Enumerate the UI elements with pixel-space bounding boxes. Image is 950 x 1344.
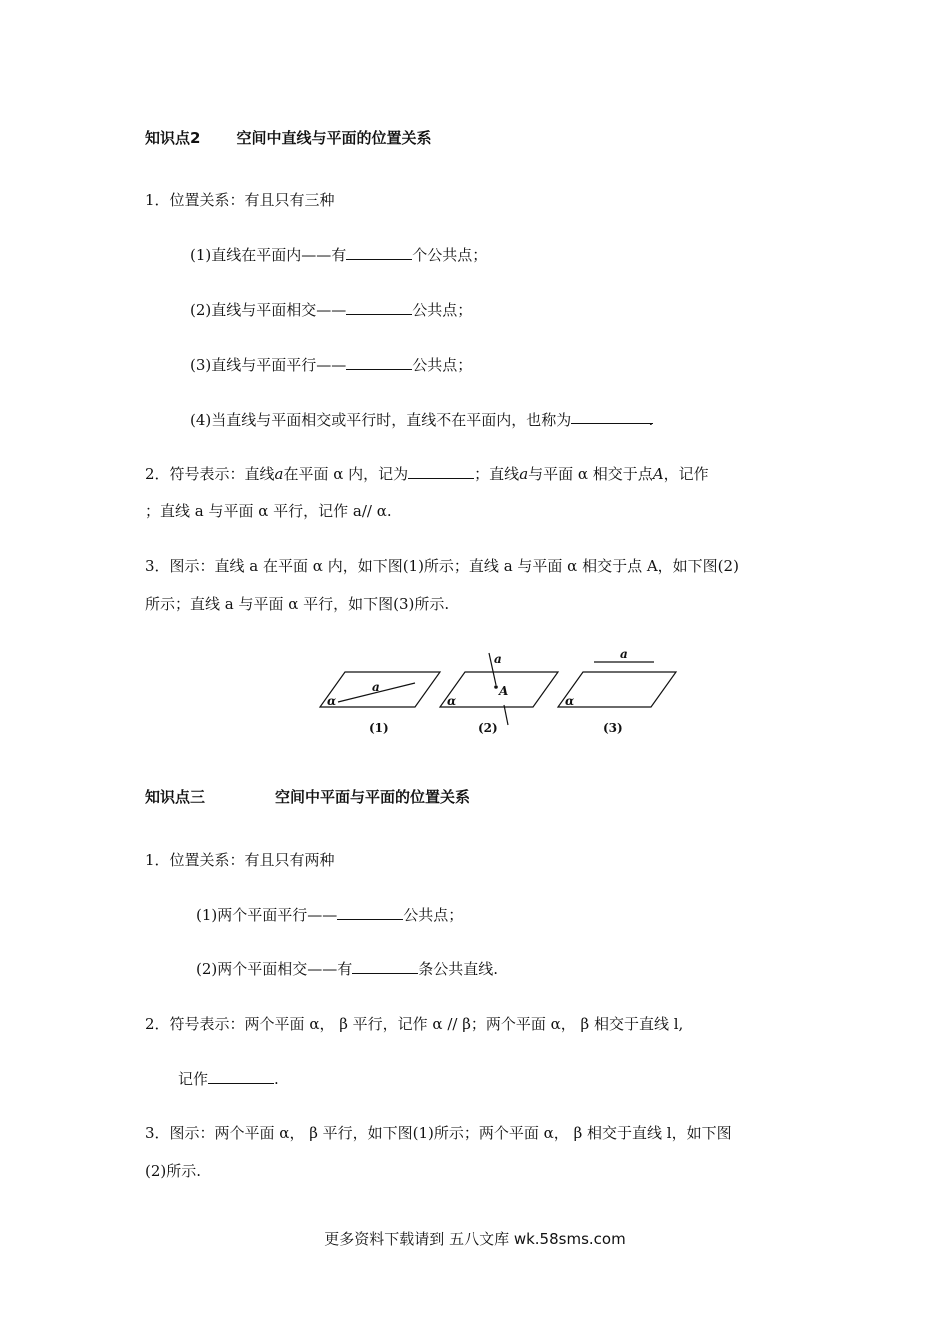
section-3-heading — [145, 786, 470, 808]
sec2-item2-text-a: 2．符号表示：直线 — [145, 465, 275, 483]
label-a-2: a — [494, 652, 502, 666]
plane-3-outline — [558, 672, 676, 707]
sec3-item2-period: . — [274, 1070, 279, 1088]
fill-blank — [346, 245, 412, 260]
label-a-3: a — [620, 647, 628, 661]
caption-1: (1) — [369, 721, 389, 735]
line-a-intersect-lower — [504, 705, 508, 725]
fill-blank — [352, 959, 418, 974]
sec2-sub2-suffix: 公共点； — [412, 301, 473, 319]
sec2-sub4-period: . — [648, 411, 654, 429]
sec3-sub1-text: (1)两个平面平行—— — [196, 906, 338, 924]
sec3-item3-line2: (2)所示. — [145, 1162, 202, 1180]
label-alpha-3: α — [565, 694, 575, 708]
section-2-title: 空间中直线与平面的位置关系 — [236, 129, 432, 147]
sec2-sub2 — [190, 299, 472, 321]
section-2-label: 知识点2 — [145, 129, 201, 147]
section-3-label: 知识点三 — [145, 788, 206, 806]
sec3-sub1-suffix: 公共点； — [403, 906, 464, 924]
line-plane-figures — [310, 645, 690, 745]
caption-2: (2) — [478, 721, 498, 735]
fill-blank — [208, 1069, 274, 1084]
label-alpha-1: α — [327, 694, 337, 708]
sec2-item3-line1: 3．图示：直线 a 在平面 α 内，如下图(1)所示；直线 a 与平面 α 相交于点 A，如下图(2) — [145, 557, 739, 575]
caption-3: (3) — [603, 721, 623, 735]
sec2-item2-line1 — [145, 463, 709, 485]
sec3-item2-line2 — [178, 1068, 279, 1090]
sec3-item2-text: 记作 — [178, 1070, 209, 1088]
fill-blank — [408, 464, 474, 479]
point-A — [494, 685, 498, 689]
sec2-sub1-suffix: 个公共点； — [412, 246, 488, 264]
var-a: a — [274, 465, 284, 483]
section-3-title: 空间中平面与平面的位置关系 — [275, 788, 471, 806]
sec2-item2-text-c: 在平面 α 内，记为 — [283, 465, 409, 483]
section-2-heading — [145, 127, 431, 149]
sec2-item2-line2: ；直线 a 与平面 α 平行，记作 a// α. — [145, 502, 392, 520]
sec3-sub2 — [196, 958, 498, 980]
sec2-sub1-text: (1)直线在平面内——有 — [190, 246, 347, 264]
label-alpha-2: α — [447, 694, 457, 708]
sec3-item1: 1．位置关系：有且只有两种 — [145, 851, 335, 869]
sec2-item2-text-d: ；直线 — [474, 465, 520, 483]
sec2-sub4 — [190, 409, 653, 431]
var-a: a — [519, 465, 529, 483]
sec2-sub3 — [190, 354, 472, 376]
sec2-sub2-text: (2)直线与平面相交—— — [190, 301, 347, 319]
fill-blank — [571, 409, 654, 429]
fill-blank — [346, 355, 412, 370]
fill-blank — [346, 300, 412, 315]
footer-download-note: 更多资料下载请到 五八文库 wk.58sms.com — [324, 1230, 626, 1248]
sec2-sub3-text: (3)直线与平面平行—— — [190, 356, 347, 374]
sec3-item2-line1: 2．符号表示：两个平面 α， β 平行，记作 α // β；两个平面 α， β 相交于直线 l, — [145, 1015, 684, 1033]
sec2-item1: 1．位置关系：有且只有三种 — [145, 191, 335, 209]
label-a-1: a — [372, 680, 380, 694]
label-A: A — [499, 684, 509, 698]
sec2-item3-line2: 所示；直线 a 与平面 α 平行，如下图(3)所示. — [145, 595, 450, 613]
sec2-sub4-text: (4)当直线与平面相交或平行时，直线不在平面内，也称为 — [190, 411, 572, 429]
fill-blank — [337, 905, 403, 920]
var-A: A — [652, 465, 664, 483]
sec3-sub2-suffix: 条公共直线. — [418, 960, 499, 978]
sec3-sub1 — [196, 904, 463, 926]
sec2-sub3-suffix: 公共点； — [412, 356, 473, 374]
sec2-item2-text-h: ，记作 — [663, 465, 709, 483]
sec2-sub1 — [190, 244, 487, 266]
sec2-item2-text-f: 与平面 α 相交于点 — [528, 465, 653, 483]
sec3-item3-line1: 3．图示：两个平面 α， β 平行，如下图(1)所示；两个平面 α， β 相交于直线 l，如下图 — [145, 1124, 732, 1142]
sec3-sub2-text: (2)两个平面相交——有 — [196, 960, 353, 978]
